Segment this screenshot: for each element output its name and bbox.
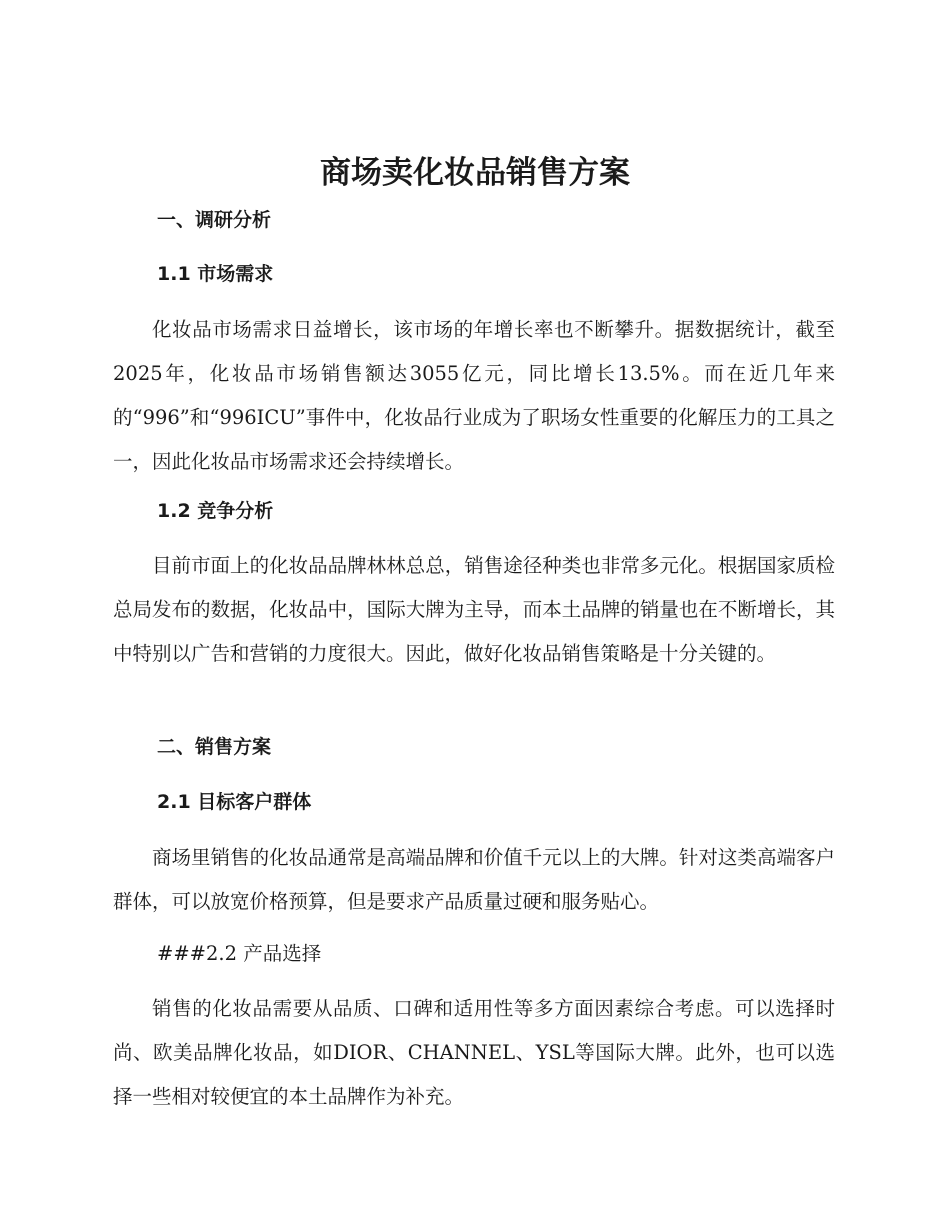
subsection-heading-product-selection: ###2.2 产品选择 [157,942,322,965]
document-title: 商场卖化妆品销售方案 [320,155,630,191]
subsection-heading-target-customers: 2.1 目标客户群体 [157,791,312,813]
paragraph-target-customers: 商场里销售的化妆品通常是高端品牌和价值千元以上的大牌。针对这类高端客户群体，可以放宽价格预算，但是要求产品质量过硬和服务贴心。 [113,846,835,913]
paragraph-product-selection: 销售的化妆品需要从品质、口碑和适用性等多方面因素综合考虑。可以选择时尚、欧美品牌化妆品，如DIOR、CHANNEL、YSL等国际大牌。此外，也可以选择一些相对较便宜的本土品牌作为补充。 [113,997,835,1108]
paragraph-market-demand: 化妆品市场需求日益增长，该市场的年增长率也不断攀升。据数据统计，截至2025年，化妆品市场销售额达3055亿元，同比增长13.5%。而在近几年来的“996”和“996ICU”事件中，化妆品行业成为了职场女性重要的化解压力的工具之一，因此化妆品市场需求还会持续增长。 [113,318,835,473]
section-heading-research: 一、调研分析 [157,209,272,231]
paragraph-competition: 目前市面上的化妆品品牌林林总总，销售途径种类也非常多元化。根据国家质检总局发布的数据，化妆品中，国际大牌为主导，而本土品牌的销量也在不断增长，其中特别以广告和营销的力度很大。因此，做好化妆品销售策略是十分关键的。 [113,554,835,665]
subsection-heading-market-demand: 1.1 市场需求 [157,263,274,285]
section-heading-sales-plan: 二、销售方案 [157,736,272,758]
subsection-heading-competition: 1.2 竞争分析 [157,500,274,522]
